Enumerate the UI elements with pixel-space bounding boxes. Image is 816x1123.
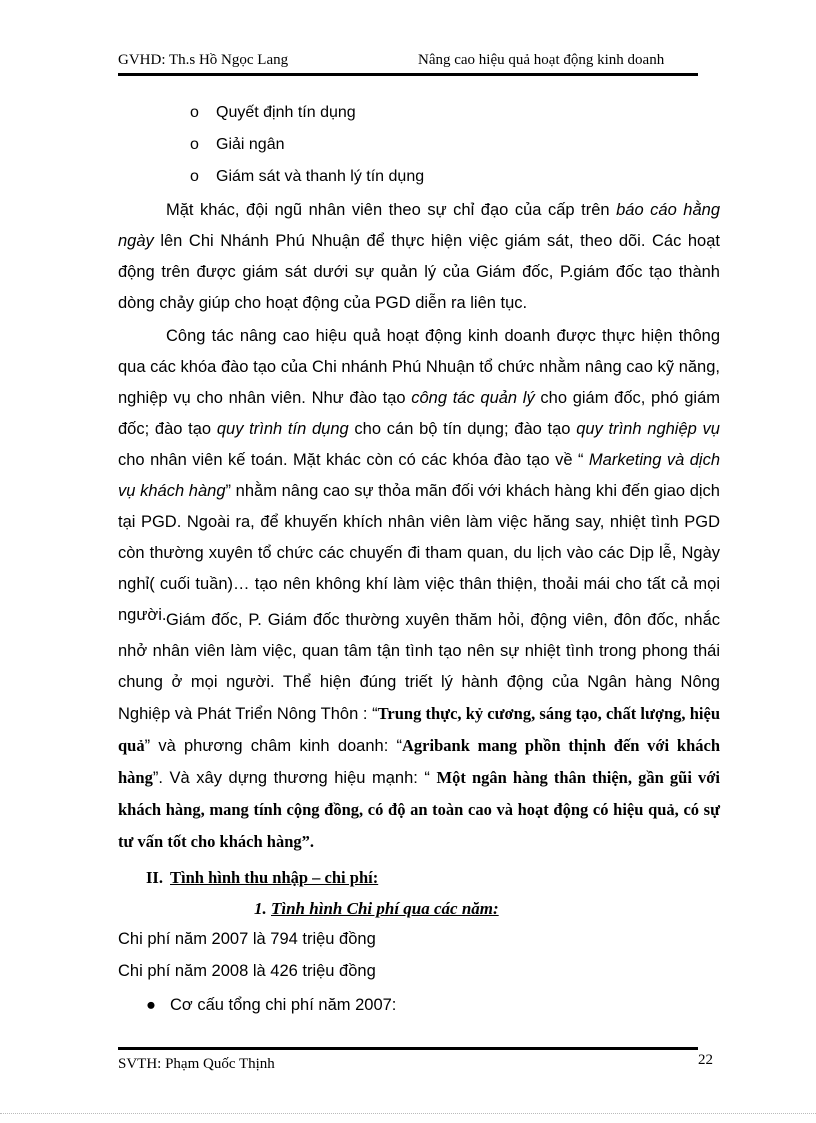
paragraph-reporting: Mặt khác, đội ngũ nhân viên theo sự chỉ đạo của cấp trên báo cáo hằng ngày lên Chi Nhánh Phú Nhuận để thực hiện việc giám sát, theo dõi. Các hoạt động trên được giám sát dưới sự quản lý của Giám đốc, P.giám đốc tạo thành dòng chảy giúp cho hoạt động của PGD diễn ra liên tục.: [118, 201, 721, 312]
page-break-line: [0, 1113, 816, 1114]
paragraph-training: Công tác nâng cao hiệu quả hoạt động kinh doanh được thực hiện thông qua các khóa đào tạo của Chi nhánh Phú Nhuận tổ chức nhằm nâng cao kỹ năng, nghiệp vụ cho nhân viên. Như đào tạo công tác quản lý cho giám đốc, phó giám đốc; đào tạo quy trình tín dụng cho cán bộ tín dụng; đào tạo quy trình nghiệp vụ cho nhân viên kế toán. Mặt khác còn có các khóa đào tạo về “ Marketing và dịch vụ khách hàng” nhằm nâng cao sự thỏa mãn đối với khách hàng khi đến giao dịch tại PGD. Ngoài ra, để khuyến khích nhân viên làm việc hăng say, nhiệt tình PGD còn thường xuyên tổ chức các chuyến đi tham quan, du lịch vào các Dịp lễ, Ngày nghỉ( cuối tuần)… tạo nên không khí làm việc thân thiện, thoải mái cho tất cả mọi người.: [118, 327, 720, 624]
footer-rule: [118, 1047, 698, 1050]
cost-2007-line: Chi phí năm 2007 là 794 triệu đồng: [118, 930, 376, 948]
cost-2008-line: Chi phí năm 2008 là 426 triệu đồng: [118, 962, 376, 980]
list-item: ● Cơ cấu tổng chi phí năm 2007:: [146, 996, 397, 1014]
section-heading: II. Tình hình thu nhập – chi phí:: [146, 868, 379, 887]
circle-bullet-icon: o: [190, 168, 199, 185]
header-rule: [118, 73, 698, 76]
list-item: o Giám sát và thanh lý tín dụng: [190, 168, 425, 185]
footer-student: SVTH: Phạm Quốc Thịnh: [118, 1056, 275, 1072]
bullet-dot-icon: ●: [146, 996, 156, 1014]
circle-bullet-icon: o: [190, 104, 199, 121]
page-number: 22: [698, 1052, 713, 1068]
paragraph-management: Giám đốc, P. Giám đốc thường xuyên thăm hỏi, động viên, đôn đốc, nhắc nhở nhân viên làm việc, quan tâm tận tình tạo nên sự nhiệt tình trong phong thái chung ở mọi người. Thể hiện đúng triết lý hành động của Ngân hàng Nông Nghiệp và Phát Triển Nông Thôn : “Trung thực, kỷ cương, sáng tạo, chất lượng, hiệu quả” và phương châm kinh doanh: “Agribank mang phồn thịnh đến với khách hàng”. Và xây dựng thương hiệu mạnh: “ Một ngân hàng thân thiện, gần gũi với khách hàng, mang tính cộng đồng, có độ an toàn cao và hoạt động có hiệu quả, có sự tư vấn tốt cho khách hàng”.: [118, 611, 720, 851]
list-item: o Quyết định tín dụng: [190, 104, 356, 121]
subsection-heading: 1. Tình hình Chi phí qua các năm:: [254, 899, 499, 918]
circle-bullet-icon: o: [190, 136, 199, 153]
header-title: Nâng cao hiệu quả hoạt động kinh doanh: [418, 52, 665, 68]
header-author: GVHD: Th.s Hồ Ngọc Lang: [118, 52, 289, 68]
list-item: o Giải ngân: [190, 136, 285, 153]
